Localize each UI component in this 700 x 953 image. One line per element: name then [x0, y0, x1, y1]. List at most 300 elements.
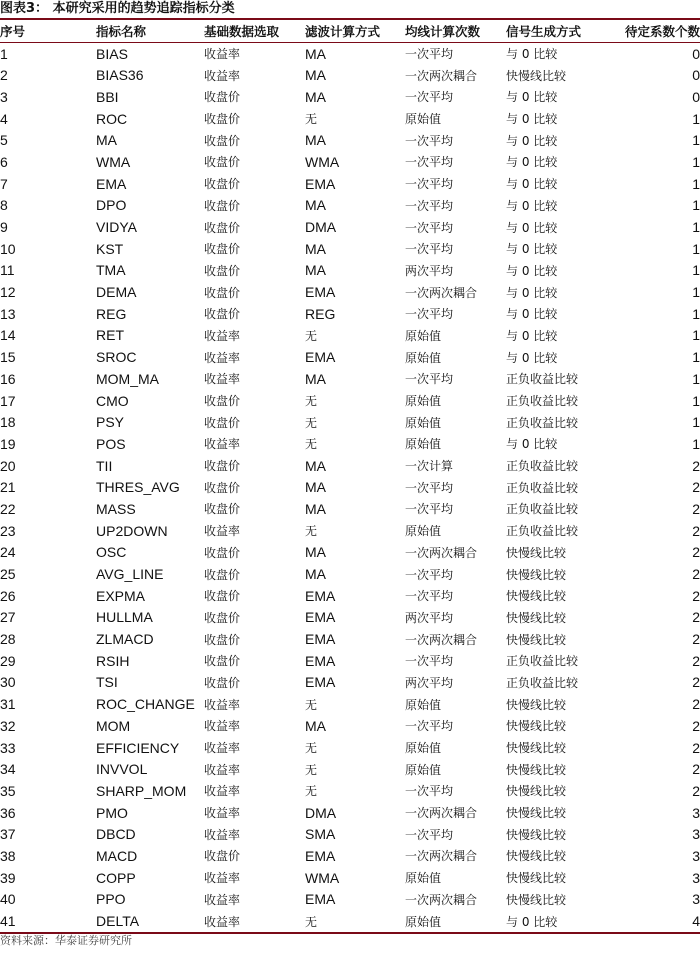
row-seq: 5 [0, 132, 8, 149]
row-base-data: 收盘价 [204, 480, 241, 495]
row-ma-count: 原始值 [405, 524, 442, 539]
row-seq: 14 [0, 327, 16, 344]
row-coef-count: 3 [692, 804, 700, 821]
row-coef-count: 1 [692, 370, 700, 387]
row-indicator-name: CMO [96, 392, 129, 409]
row-base-data: 收盘价 [204, 394, 241, 409]
row-filter-method: 无 [305, 524, 318, 539]
row-coef-count: 2 [692, 761, 700, 778]
row-seq: 33 [0, 739, 16, 756]
row-coef-count: 2 [692, 674, 700, 691]
row-coef-count: 2 [692, 587, 700, 604]
row-filter-method: EMA [305, 609, 336, 626]
row-base-data: 收盘价 [204, 545, 241, 560]
row-base-data: 收益率 [204, 372, 241, 387]
row-base-data: 收盘价 [204, 242, 241, 257]
row-ma-count: 一次平均 [405, 242, 454, 257]
row-seq: 32 [0, 717, 16, 734]
table-row [0, 303, 700, 325]
row-coef-count: 2 [692, 717, 700, 734]
row-indicator-name: ZLMACD [96, 631, 154, 648]
row-filter-method: REG [305, 305, 336, 322]
table-row [0, 715, 700, 737]
table-row [0, 520, 700, 542]
row-seq: 29 [0, 652, 16, 669]
row-ma-count: 一次平均 [405, 589, 454, 604]
row-seq: 34 [0, 761, 16, 778]
row-filter-method: WMA [305, 869, 340, 886]
table-row [0, 585, 700, 607]
row-seq: 6 [0, 153, 8, 170]
row-ma-count: 原始值 [405, 437, 442, 452]
row-coef-count: 1 [692, 349, 700, 366]
row-coef-count: 3 [692, 891, 700, 908]
row-coef-count: 1 [692, 197, 700, 214]
row-base-data: 收益率 [204, 328, 241, 343]
row-indicator-name: INVVOL [96, 761, 148, 778]
header-ma-count: 均线计算次数 [405, 20, 506, 42]
row-coef-count: 2 [692, 566, 700, 583]
row-indicator-name: RET [96, 327, 124, 344]
table-row [0, 737, 700, 759]
row-seq: 27 [0, 609, 16, 626]
table-row [0, 476, 700, 498]
row-indicator-name: REG [96, 305, 127, 322]
row-signal-method: 快慢线比较 [506, 697, 567, 712]
row-signal-method: 快慢线比较 [506, 871, 567, 886]
row-seq: 9 [0, 219, 8, 236]
row-filter-method: MA [305, 566, 326, 583]
row-signal-method: 快慢线比较 [506, 545, 567, 560]
row-filter-method: EMA [305, 847, 336, 864]
row-ma-count: 原始值 [405, 328, 442, 343]
row-indicator-name: PPO [96, 891, 126, 908]
row-coef-count: 3 [692, 869, 700, 886]
row-filter-method: EMA [305, 891, 336, 908]
row-filter-method: 无 [305, 328, 318, 343]
row-coef-count: 3 [692, 826, 700, 843]
row-ma-count: 两次平均 [405, 675, 454, 690]
row-signal-method: 与 0 比较 [506, 263, 558, 278]
row-signal-method: 快慢线比较 [506, 849, 567, 864]
row-signal-method: 正负收益比较 [506, 394, 579, 409]
row-filter-method: MA [305, 88, 326, 105]
row-ma-count: 一次平均 [405, 502, 454, 517]
header-seq: 序号 [0, 20, 96, 42]
row-indicator-name: TMA [96, 262, 126, 279]
row-seq: 13 [0, 305, 16, 322]
row-signal-method: 正负收益比较 [506, 654, 579, 669]
row-signal-method: 正负收益比较 [506, 524, 579, 539]
row-filter-method: 无 [305, 741, 318, 756]
row-indicator-name: WMA [96, 153, 131, 170]
row-indicator-name: PSY [96, 414, 125, 431]
row-filter-method: 无 [305, 762, 318, 777]
row-base-data: 收益率 [204, 47, 241, 62]
table-row [0, 108, 700, 130]
row-base-data: 收盘价 [204, 112, 241, 127]
row-base-data: 收盘价 [204, 177, 241, 192]
row-filter-method: EMA [305, 175, 336, 192]
table-row [0, 433, 700, 455]
row-seq: 39 [0, 869, 16, 886]
table-row [0, 672, 700, 694]
table-row [0, 628, 700, 650]
row-signal-method: 与 0 比较 [506, 155, 558, 170]
row-seq: 40 [0, 891, 16, 908]
row-seq: 16 [0, 370, 16, 387]
row-seq: 28 [0, 631, 16, 648]
row-coef-count: 1 [692, 240, 700, 257]
row-indicator-name: ROC [96, 110, 128, 127]
row-ma-count: 两次平均 [405, 610, 454, 625]
row-coef-count: 0 [692, 67, 700, 84]
table-row [0, 173, 700, 195]
row-coef-count: 2 [692, 544, 700, 561]
row-base-data: 收盘价 [204, 610, 241, 625]
row-indicator-name: MA [96, 132, 117, 149]
row-signal-method: 与 0 比较 [506, 910, 613, 933]
row-signal-method: 与 0 比较 [506, 112, 558, 127]
table-row [0, 845, 700, 867]
row-ma-count: 一次平均 [405, 654, 454, 669]
row-ma-count: 一次平均 [405, 784, 454, 799]
table-row [0, 129, 700, 151]
row-signal-method: 与 0 比较 [506, 177, 558, 192]
row-filter-method: 无 [305, 415, 318, 430]
row-filter-method: WMA [305, 153, 340, 170]
row-signal-method: 与 0 比较 [506, 242, 558, 257]
row-signal-method: 与 0 比较 [506, 328, 558, 343]
row-filter-method: EMA [305, 652, 336, 669]
row-indicator-name: SHARP_MOM [96, 782, 187, 799]
row-ma-count: 原始值 [405, 415, 442, 430]
row-indicator-name: COPP [96, 869, 136, 886]
row-signal-method: 正负收益比较 [506, 675, 579, 690]
row-seq: 3 [0, 88, 8, 105]
row-filter-method: MA [305, 717, 326, 734]
row-signal-method: 与 0 比较 [506, 47, 558, 62]
row-coef-count: 1 [692, 327, 700, 344]
row-ma-count: 一次平均 [405, 827, 454, 842]
row-ma-count: 原始值 [405, 697, 442, 712]
table-row [0, 346, 700, 368]
row-indicator-name: BIAS36 [96, 67, 144, 84]
row-filter-method: MA [305, 67, 326, 84]
row-coef-count: 2 [692, 652, 700, 669]
row-ma-count: 一次计算 [405, 459, 454, 474]
table-row [0, 195, 700, 217]
row-base-data: 收益率 [204, 697, 241, 712]
row-indicator-name: HULLMA [96, 609, 153, 626]
row-signal-method: 与 0 比较 [506, 285, 558, 300]
row-coef-count: 1 [692, 284, 700, 301]
row-indicator-name: SROC [96, 349, 137, 366]
row-signal-method: 快慢线比较 [506, 610, 567, 625]
row-filter-method: MA [305, 132, 326, 149]
row-seq: 20 [0, 457, 16, 474]
row-coef-count: 2 [692, 500, 700, 517]
row-signal-method: 快慢线比较 [506, 68, 567, 83]
row-filter-method: MA [305, 262, 326, 279]
indicator-table [0, 20, 700, 934]
row-base-data: 收盘价 [204, 415, 241, 430]
row-base-data: 收益率 [204, 437, 241, 452]
row-coef-count: 2 [692, 696, 700, 713]
row-ma-count: 一次两次耦合 [405, 892, 478, 907]
table-row [0, 42, 700, 64]
header-signal-method: 信号生成方式 [506, 20, 613, 42]
row-ma-count: 一次平均 [405, 47, 454, 62]
table-row [0, 390, 700, 412]
header-indicator-name: 指标名称 [96, 20, 204, 42]
table-row [0, 542, 700, 564]
row-base-data: 收益率 [204, 784, 241, 799]
row-ma-count: 一次平均 [405, 480, 454, 495]
row-base-data: 收益率 [204, 719, 241, 734]
row-seq: 36 [0, 804, 16, 821]
row-signal-method: 正负收益比较 [506, 480, 579, 495]
row-indicator-name: AVG_LINE [96, 566, 164, 583]
row-seq: 31 [0, 696, 16, 713]
row-base-data: 收益率 [204, 68, 241, 83]
row-seq: 41 [0, 910, 96, 933]
row-filter-method: 无 [305, 784, 318, 799]
row-seq: 25 [0, 566, 16, 583]
row-coef-count: 1 [692, 392, 700, 409]
row-ma-count: 一次两次耦合 [405, 806, 478, 821]
table-header-row [0, 20, 700, 42]
row-filter-method: SMA [305, 826, 336, 843]
header-coef-count: 待定系数个数 [613, 20, 700, 42]
row-filter-method: MA [305, 500, 326, 517]
row-seq: 21 [0, 479, 16, 496]
row-seq: 38 [0, 847, 16, 864]
row-ma-count: 一次平均 [405, 133, 454, 148]
row-ma-count: 原始值 [405, 350, 442, 365]
row-coef-count: 1 [692, 132, 700, 149]
table-body [0, 42, 700, 933]
row-indicator-name: EFFICIENCY [96, 739, 180, 756]
row-coef-count: 1 [692, 305, 700, 322]
row-base-data: 收盘价 [204, 133, 241, 148]
row-ma-count: 原始值 [405, 394, 442, 409]
row-base-data: 收盘价 [204, 459, 241, 474]
row-coef-count: 3 [692, 847, 700, 864]
row-ma-count: 一次两次耦合 [405, 849, 478, 864]
row-indicator-name: BBI [96, 88, 119, 105]
row-filter-method: MA [305, 197, 326, 214]
row-base-data: 收盘价 [204, 567, 241, 582]
table-row [0, 802, 700, 824]
row-ma-count: 一次平均 [405, 307, 454, 322]
row-ma-count: 一次平均 [405, 90, 454, 105]
row-seq: 37 [0, 826, 16, 843]
row-seq: 15 [0, 349, 16, 366]
row-indicator-name: RSIH [96, 652, 130, 669]
row-coef-count: 1 [692, 435, 700, 452]
row-seq: 2 [0, 67, 8, 84]
row-filter-method: EMA [305, 284, 336, 301]
table-row [0, 216, 700, 238]
row-signal-method: 快慢线比较 [506, 741, 567, 756]
table-row [0, 86, 700, 108]
row-indicator-name: DELTA [96, 910, 204, 933]
row-indicator-name: MASS [96, 500, 136, 517]
row-signal-method: 快慢线比较 [506, 567, 567, 582]
table-row [0, 325, 700, 347]
table-row [0, 498, 700, 520]
row-base-data: 收盘价 [204, 632, 241, 647]
table-row [0, 64, 700, 86]
row-indicator-name: KST [96, 240, 124, 257]
row-indicator-name: POS [96, 435, 126, 452]
row-base-data: 收益率 [204, 871, 241, 886]
row-base-data: 收盘价 [204, 90, 241, 105]
row-base-data: 收益率 [204, 741, 241, 756]
row-coef-count: 2 [692, 782, 700, 799]
row-signal-method: 快慢线比较 [506, 827, 567, 842]
row-seq: 11 [0, 262, 15, 279]
row-coef-count: 2 [692, 609, 700, 626]
row-base-data: 收盘价 [204, 155, 241, 170]
row-indicator-name: OSC [96, 544, 127, 561]
row-indicator-name: DEMA [96, 284, 137, 301]
row-seq: 4 [0, 110, 8, 127]
row-seq: 12 [0, 284, 16, 301]
header-base-data: 基础数据选取 [204, 20, 305, 42]
row-indicator-name: DPO [96, 197, 127, 214]
row-ma-count: 一次平均 [405, 567, 454, 582]
row-ma-count: 一次两次耦合 [405, 285, 478, 300]
row-seq: 35 [0, 782, 16, 799]
row-base-data: 收盘价 [204, 654, 241, 669]
row-seq: 8 [0, 197, 8, 214]
row-signal-method: 与 0 比较 [506, 307, 558, 322]
row-indicator-name: DBCD [96, 826, 136, 843]
row-signal-method: 正负收益比较 [506, 372, 579, 387]
row-filter-method: DMA [305, 804, 337, 821]
row-indicator-name: ROC_CHANGE [96, 696, 195, 713]
row-indicator-name: MACD [96, 847, 138, 864]
table-row [0, 758, 700, 780]
row-signal-method: 与 0 比较 [506, 220, 558, 235]
row-base-data: 收益率 [204, 524, 241, 539]
table-row [0, 889, 700, 911]
row-signal-method: 快慢线比较 [506, 762, 567, 777]
table-row [0, 455, 700, 477]
row-coef-count: 0 [692, 45, 700, 62]
row-filter-method: EMA [305, 631, 336, 648]
header-filter-method: 滤波计算方式 [305, 20, 405, 42]
row-ma-count: 原始值 [405, 112, 442, 127]
row-seq: 30 [0, 674, 16, 691]
row-indicator-name: TII [96, 457, 113, 474]
row-ma-count: 原始值 [405, 871, 442, 886]
row-base-data: 收盘价 [204, 198, 241, 213]
row-filter-method: 无 [305, 910, 405, 933]
row-filter-method: MA [305, 45, 326, 62]
row-ma-count: 一次两次耦合 [405, 545, 478, 560]
table-row [0, 411, 700, 433]
row-coef-count: 2 [692, 522, 700, 539]
row-signal-method: 快慢线比较 [506, 632, 567, 647]
table-row [0, 368, 700, 390]
row-signal-method: 与 0 比较 [506, 90, 558, 105]
row-filter-method: 无 [305, 112, 318, 127]
row-seq: 7 [0, 175, 8, 192]
table-row [0, 910, 700, 933]
row-filter-method: MA [305, 240, 326, 257]
row-base-data: 收益率 [204, 827, 241, 842]
row-filter-method: EMA [305, 674, 336, 691]
row-indicator-name: UP2DOWN [96, 522, 168, 539]
table-row [0, 780, 700, 802]
row-signal-method: 正负收益比较 [506, 459, 579, 474]
row-coef-count: 2 [692, 739, 700, 756]
row-filter-method: MA [305, 479, 326, 496]
row-signal-method: 快慢线比较 [506, 589, 567, 604]
row-filter-method: EMA [305, 587, 336, 604]
row-indicator-name: EMA [96, 175, 127, 192]
row-base-data: 收益率 [204, 910, 305, 933]
source-note: 资料来源：华泰证券研究所 [0, 934, 132, 947]
row-ma-count: 一次平均 [405, 177, 454, 192]
row-indicator-name: VIDYA [96, 219, 137, 236]
row-seq: 24 [0, 544, 16, 561]
row-base-data: 收益率 [204, 350, 241, 365]
row-ma-count: 一次平均 [405, 155, 454, 170]
row-base-data: 收盘价 [204, 285, 241, 300]
row-coef-count: 1 [692, 153, 700, 170]
table-row [0, 238, 700, 260]
row-indicator-name: EXPMA [96, 587, 146, 604]
row-ma-count: 原始值 [405, 910, 506, 933]
row-coef-count: 2 [692, 479, 700, 496]
row-coef-count: 1 [692, 219, 700, 236]
table-row [0, 563, 700, 585]
row-base-data: 收盘价 [204, 589, 241, 604]
table-row [0, 151, 700, 173]
row-ma-count: 一次平均 [405, 220, 454, 235]
row-base-data: 收益率 [204, 762, 241, 777]
row-ma-count: 原始值 [405, 762, 442, 777]
row-indicator-name: MOM [96, 717, 131, 734]
table-row [0, 260, 700, 282]
row-signal-method: 正负收益比较 [506, 502, 579, 517]
row-coef-count: 1 [692, 110, 700, 127]
row-base-data: 收盘价 [204, 675, 241, 690]
row-filter-method: 无 [305, 697, 318, 712]
row-ma-count: 一次两次耦合 [405, 68, 478, 83]
row-ma-count: 一次平均 [405, 198, 454, 213]
row-signal-method: 快慢线比较 [506, 719, 567, 734]
figure-title: 图表3： 本研究采用的趋势追踪指标分类 [0, 0, 700, 20]
row-indicator-name: MOM_MA [96, 370, 159, 387]
row-indicator-name: THRES_AVG [96, 479, 180, 496]
row-indicator-name: PMO [96, 804, 128, 821]
row-filter-method: EMA [305, 349, 336, 366]
row-base-data: 收盘价 [204, 263, 241, 278]
row-signal-method: 快慢线比较 [506, 892, 567, 907]
row-coef-count: 1 [692, 414, 700, 431]
row-base-data: 收盘价 [204, 502, 241, 517]
row-signal-method: 与 0 比较 [506, 350, 558, 365]
row-ma-count: 一次平均 [405, 719, 454, 734]
row-indicator-name: BIAS [96, 45, 128, 62]
row-base-data: 收盘价 [204, 849, 241, 864]
row-filter-method: MA [305, 544, 326, 561]
